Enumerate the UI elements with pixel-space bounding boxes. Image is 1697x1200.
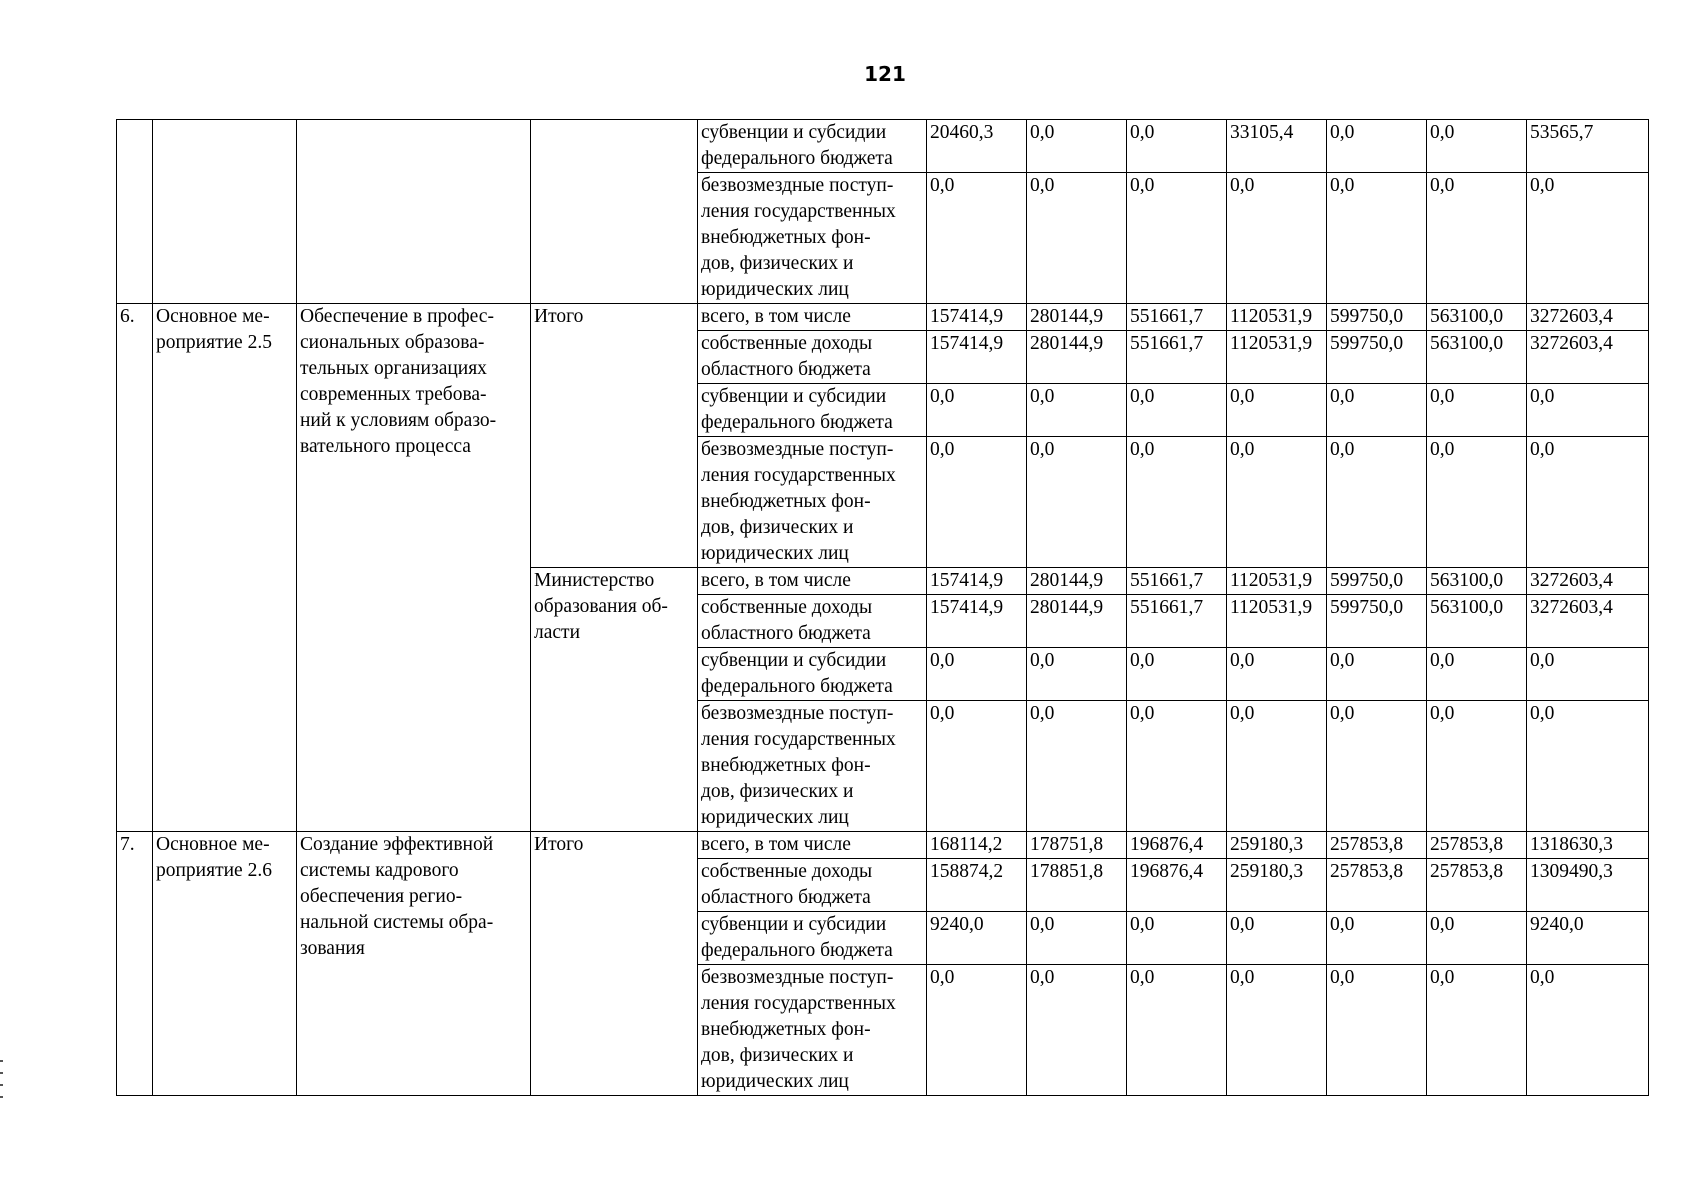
value-cell: 0,0 bbox=[1027, 437, 1127, 568]
value-cell: 3272603,4 bbox=[1527, 595, 1649, 648]
funding-source: безвозмездные поступ- ления государственных внебюджетных фон- дов, физических и юридических лиц bbox=[698, 965, 927, 1096]
value-cell: 0,0 bbox=[1027, 965, 1127, 1096]
value-cell: 599750,0 bbox=[1327, 568, 1427, 595]
value-cell: 257853,8 bbox=[1427, 859, 1527, 912]
funding-source: собственные доходы областного бюджета bbox=[698, 859, 927, 912]
value-cell: 168114,2 bbox=[927, 832, 1027, 859]
value-cell: 257853,8 bbox=[1327, 859, 1427, 912]
value-cell: 0,0 bbox=[1427, 120, 1527, 173]
value-cell: 563100,0 bbox=[1427, 304, 1527, 331]
value-cell: 1318630,3 bbox=[1527, 832, 1649, 859]
value-cell: 157414,9 bbox=[927, 304, 1027, 331]
value-cell: 257853,8 bbox=[1427, 832, 1527, 859]
value-cell: 157414,9 bbox=[927, 568, 1027, 595]
funding-source: субвенции и субсидии федерального бюджета bbox=[698, 120, 927, 173]
value-cell: 563100,0 bbox=[1427, 595, 1527, 648]
value-cell: 0,0 bbox=[1527, 384, 1649, 437]
value-cell: 3272603,4 bbox=[1527, 331, 1649, 384]
value-cell: 158874,2 bbox=[927, 859, 1027, 912]
budget-table bbox=[116, 119, 1649, 1096]
executor-name: Министерство образования об- ласти bbox=[531, 568, 698, 832]
scan-edge-mark bbox=[0, 1096, 3, 1098]
value-cell: 0,0 bbox=[1227, 701, 1327, 832]
value-cell: 257853,8 bbox=[1327, 832, 1427, 859]
row-number bbox=[117, 120, 153, 304]
event-name bbox=[153, 120, 297, 304]
value-cell: 0,0 bbox=[927, 437, 1027, 568]
funding-source: безвозмездные поступ- ления государственных внебюджетных фон- дов, физических и юридических лиц bbox=[698, 701, 927, 832]
value-cell: 3272603,4 bbox=[1527, 304, 1649, 331]
value-cell: 0,0 bbox=[1427, 701, 1527, 832]
value-cell: 0,0 bbox=[1227, 173, 1327, 304]
value-cell: 0,0 bbox=[1027, 701, 1127, 832]
value-cell: 178751,8 bbox=[1027, 832, 1127, 859]
value-cell: 0,0 bbox=[1127, 437, 1227, 568]
value-cell: 259180,3 bbox=[1227, 859, 1327, 912]
value-cell: 0,0 bbox=[1427, 437, 1527, 568]
value-cell: 0,0 bbox=[1527, 648, 1649, 701]
value-cell: 0,0 bbox=[1427, 912, 1527, 965]
event-name: Основное ме- роприятие 2.5 bbox=[153, 304, 297, 832]
executor-name: Итого bbox=[531, 304, 698, 568]
funding-source: безвозмездные поступ- ления государственных внебюджетных фон- дов, физических и юридических лиц bbox=[698, 173, 927, 304]
value-cell: 33105,4 bbox=[1227, 120, 1327, 173]
value-cell: 599750,0 bbox=[1327, 331, 1427, 384]
value-cell: 0,0 bbox=[927, 384, 1027, 437]
value-cell: 1309490,3 bbox=[1527, 859, 1649, 912]
scan-edge-mark bbox=[0, 1084, 3, 1086]
event-title: Обеспечение в профес- сиональных образова- тельных организациях современных требова- ний к условиям образо- вательного процесса bbox=[297, 304, 531, 832]
value-cell: 280144,9 bbox=[1027, 595, 1127, 648]
value-cell: 599750,0 bbox=[1327, 304, 1427, 331]
value-cell: 0,0 bbox=[1327, 965, 1427, 1096]
value-cell: 157414,9 bbox=[927, 595, 1027, 648]
value-cell: 563100,0 bbox=[1427, 568, 1527, 595]
value-cell: 0,0 bbox=[1427, 173, 1527, 304]
value-cell: 1120531,9 bbox=[1227, 595, 1327, 648]
value-cell: 551661,7 bbox=[1127, 568, 1227, 595]
event-title bbox=[297, 120, 531, 304]
value-cell: 0,0 bbox=[1227, 384, 1327, 437]
value-cell: 1120531,9 bbox=[1227, 331, 1327, 384]
value-cell: 196876,4 bbox=[1127, 859, 1227, 912]
value-cell: 0,0 bbox=[1027, 120, 1127, 173]
value-cell: 259180,3 bbox=[1227, 832, 1327, 859]
row-number: 6. bbox=[117, 304, 153, 832]
value-cell: 0,0 bbox=[1327, 437, 1427, 568]
funding-source: безвозмездные поступ- ления государственных внебюджетных фон- дов, физических и юридических лиц bbox=[698, 437, 927, 568]
value-cell: 551661,7 bbox=[1127, 331, 1227, 384]
value-cell: 280144,9 bbox=[1027, 304, 1127, 331]
value-cell: 0,0 bbox=[1027, 384, 1127, 437]
value-cell: 9240,0 bbox=[1527, 912, 1649, 965]
value-cell: 0,0 bbox=[1327, 173, 1427, 304]
funding-source: всего, в том числе bbox=[698, 304, 927, 331]
value-cell: 0,0 bbox=[1427, 648, 1527, 701]
value-cell: 0,0 bbox=[1427, 384, 1527, 437]
executor-name: Итого bbox=[531, 832, 698, 1096]
value-cell: 0,0 bbox=[1327, 648, 1427, 701]
value-cell: 551661,7 bbox=[1127, 595, 1227, 648]
value-cell: 53565,7 bbox=[1527, 120, 1649, 173]
funding-source: субвенции и субсидии федерального бюджета bbox=[698, 384, 927, 437]
funding-source: всего, в том числе bbox=[698, 568, 927, 595]
table-row bbox=[117, 832, 1649, 859]
value-cell: 196876,4 bbox=[1127, 832, 1227, 859]
value-cell: 0,0 bbox=[1527, 701, 1649, 832]
value-cell: 563100,0 bbox=[1427, 331, 1527, 384]
funding-source: собственные доходы областного бюджета bbox=[698, 595, 927, 648]
value-cell: 0,0 bbox=[1127, 173, 1227, 304]
value-cell: 0,0 bbox=[1027, 912, 1127, 965]
value-cell: 0,0 bbox=[1127, 965, 1227, 1096]
funding-source: собственные доходы областного бюджета bbox=[698, 331, 927, 384]
value-cell: 0,0 bbox=[1227, 437, 1327, 568]
value-cell: 3272603,4 bbox=[1527, 568, 1649, 595]
table-row bbox=[117, 120, 1649, 173]
value-cell: 0,0 bbox=[1227, 965, 1327, 1096]
funding-source: всего, в том числе bbox=[698, 832, 927, 859]
value-cell: 0,0 bbox=[1027, 648, 1127, 701]
event-name: Основное ме- роприятие 2.6 bbox=[153, 832, 297, 1096]
scan-edge-mark bbox=[0, 1060, 3, 1062]
value-cell: 0,0 bbox=[927, 701, 1027, 832]
value-cell: 0,0 bbox=[1427, 965, 1527, 1096]
value-cell: 0,0 bbox=[1127, 912, 1227, 965]
row-number: 7. bbox=[117, 832, 153, 1096]
value-cell: 20460,3 bbox=[927, 120, 1027, 173]
scan-edge-mark bbox=[0, 1072, 3, 1074]
value-cell: 9240,0 bbox=[927, 912, 1027, 965]
value-cell: 0,0 bbox=[1127, 384, 1227, 437]
value-cell: 157414,9 bbox=[927, 331, 1027, 384]
table-row bbox=[117, 304, 1649, 331]
value-cell: 0,0 bbox=[1027, 173, 1127, 304]
value-cell: 0,0 bbox=[1527, 173, 1649, 304]
value-cell: 0,0 bbox=[927, 173, 1027, 304]
executor-name bbox=[531, 120, 698, 304]
value-cell: 280144,9 bbox=[1027, 331, 1127, 384]
value-cell: 0,0 bbox=[927, 965, 1027, 1096]
value-cell: 0,0 bbox=[1527, 965, 1649, 1096]
funding-source: субвенции и субсидии федерального бюджета bbox=[698, 648, 927, 701]
value-cell: 0,0 bbox=[1327, 120, 1427, 173]
value-cell: 0,0 bbox=[1327, 701, 1427, 832]
value-cell: 1120531,9 bbox=[1227, 304, 1327, 331]
value-cell: 599750,0 bbox=[1327, 595, 1427, 648]
value-cell: 0,0 bbox=[1127, 120, 1227, 173]
event-title: Создание эффективной системы кадрового обеспечения регио- нальной системы обра- зования bbox=[297, 832, 531, 1096]
value-cell: 551661,7 bbox=[1127, 304, 1227, 331]
value-cell: 178851,8 bbox=[1027, 859, 1127, 912]
value-cell: 280144,9 bbox=[1027, 568, 1127, 595]
value-cell: 0,0 bbox=[1327, 384, 1427, 437]
page-number: 121 bbox=[864, 62, 906, 86]
value-cell: 0,0 bbox=[1527, 437, 1649, 568]
value-cell: 0,0 bbox=[1327, 912, 1427, 965]
value-cell: 1120531,9 bbox=[1227, 568, 1327, 595]
value-cell: 0,0 bbox=[927, 648, 1027, 701]
value-cell: 0,0 bbox=[1227, 648, 1327, 701]
value-cell: 0,0 bbox=[1127, 648, 1227, 701]
value-cell: 0,0 bbox=[1227, 912, 1327, 965]
value-cell: 0,0 bbox=[1127, 701, 1227, 832]
funding-source: субвенции и субсидии федерального бюджета bbox=[698, 912, 927, 965]
